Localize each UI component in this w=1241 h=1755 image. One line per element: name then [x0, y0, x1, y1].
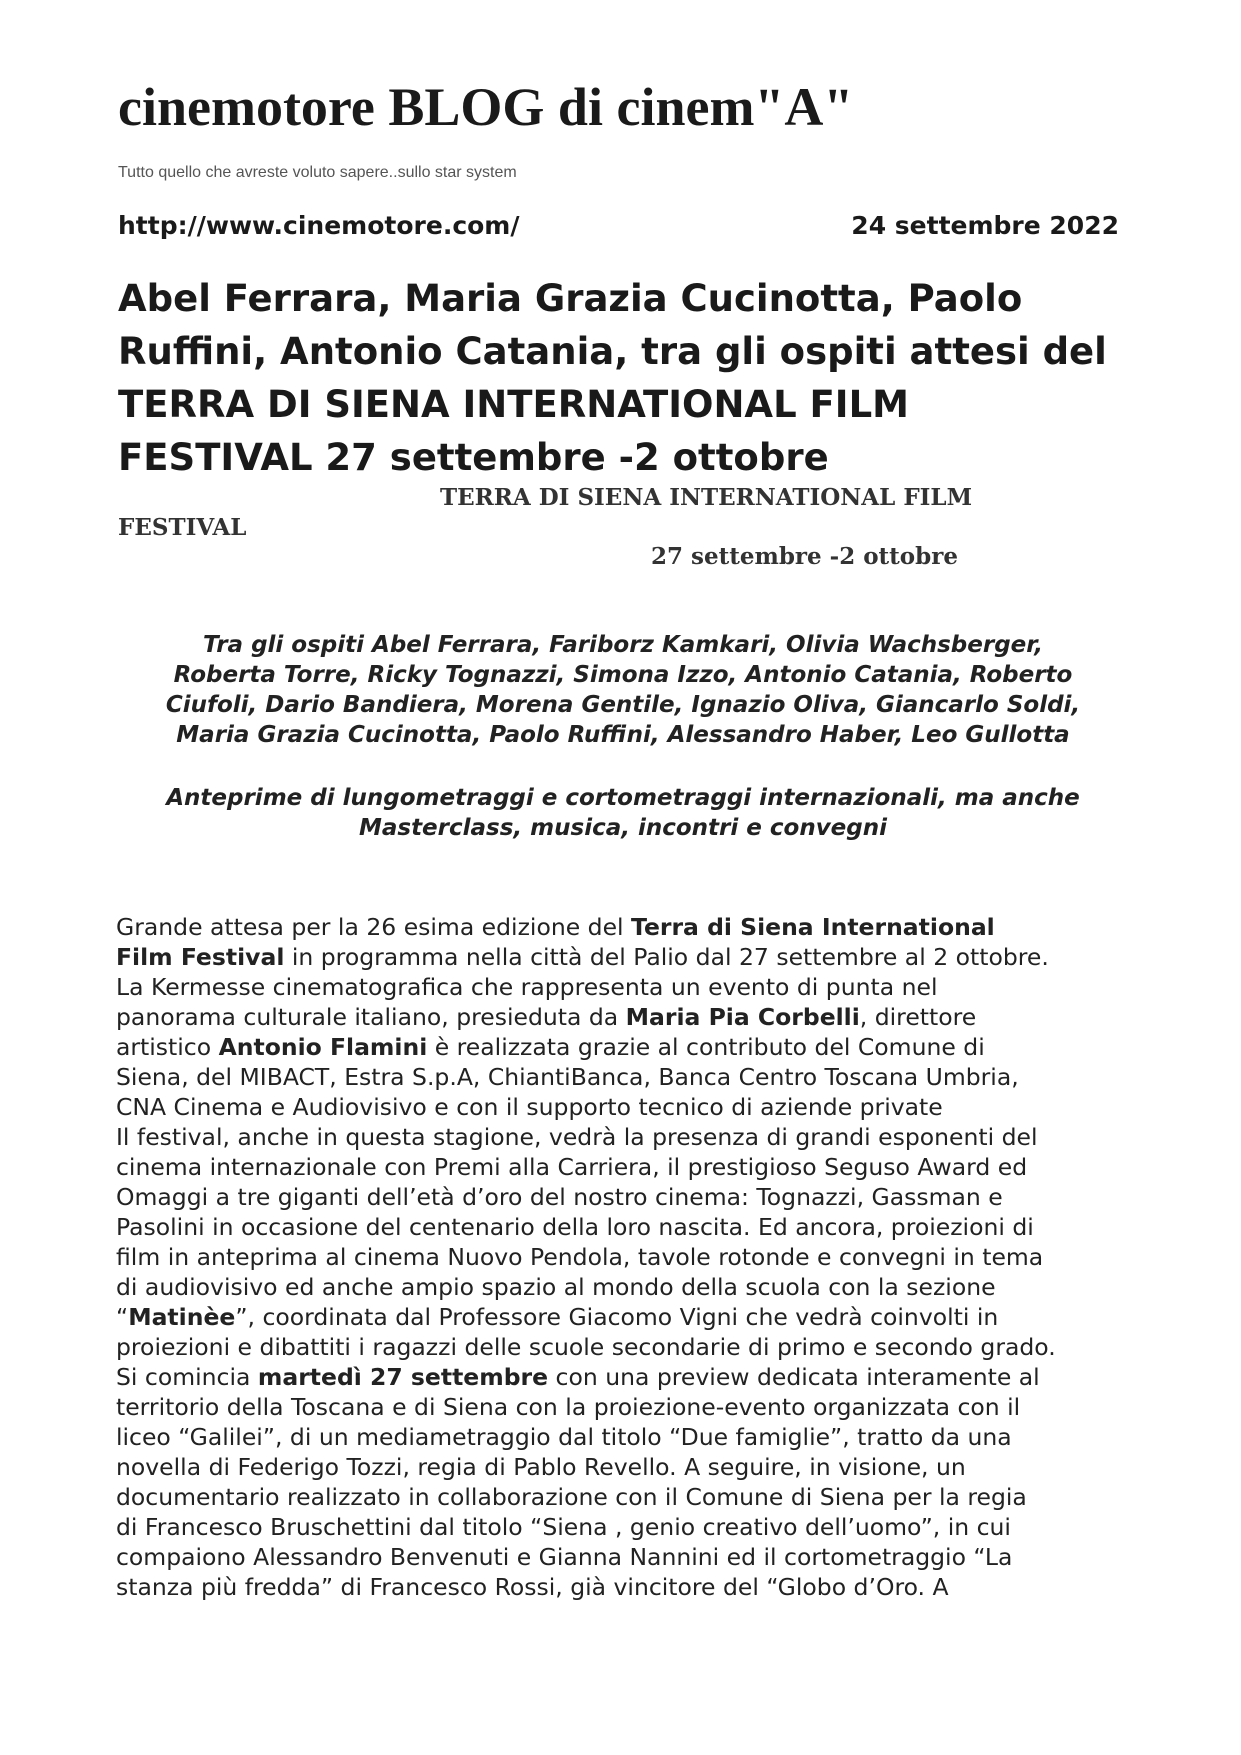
festival-subtitle-line2: FESTIVAL — [118, 514, 247, 541]
body-line: CNA Cinema e Audiovisivo e con il supporto tecnico di aziende private — [116, 1093, 943, 1121]
blog-tagline: Tutto quello che avreste voluto sapere..sullo star system — [118, 164, 517, 181]
body-line — [116, 1302, 1136, 1332]
body-line: Omaggi a tre giganti dell’età d’oro del nostro cinema: Tognazzi, Gassman e — [116, 1183, 1003, 1211]
body-line: Il festival, anche in questa stagione, vedrà la presenza di grandi esponenti del — [116, 1123, 1038, 1151]
blog-title: cinemotore BLOG di cinem"A" — [118, 77, 854, 137]
body-line — [116, 942, 1136, 972]
body-line: documentario realizzato in collaborazione con il Comune di Siena per la regia — [116, 1483, 1027, 1511]
guests-line: Ciufoli, Dario Bandiera, Morena Gentile, Ignazio Oliva, Giancarlo Soldi, — [165, 692, 1081, 718]
body-line: La Kermesse cinematografica che rappresenta un evento di punta nel — [116, 973, 938, 1001]
body-text-run: in programma nella città del Palio dal 27 settembre al 2 ottobre. — [284, 943, 1049, 971]
start-date-bold: martedì 27 settembre — [257, 1363, 549, 1391]
guests-line: Maria Grazia Cucinotta, Paolo Ruffini, Alessandro Haber, Leo Gullotta — [176, 722, 1070, 748]
body-line: liceo “Galilei”, di un mediametraggio dal titolo “Due famiglie”, tratto da una — [116, 1423, 1012, 1451]
body-line — [116, 1362, 1136, 1392]
body-text-run: Grande attesa per la 26 esima edizione del — [116, 913, 632, 941]
premieres-line: Anteprime di lungometraggi e cortometraggi internazionali, ma anche — [166, 785, 1080, 811]
premieres-paragraph — [118, 783, 1128, 843]
guests-line: Tra gli ospiti Abel Ferrara, Fariborz Kamkari, Olivia Wachsberger, — [203, 632, 1043, 658]
body-line: Siena, del MIBACT, Estra S.p.A, ChiantiBanca, Banca Centro Toscana Umbria, — [116, 1063, 1019, 1091]
festival-name-bold: Terra di Siena International — [631, 913, 995, 941]
president-name-bold: Maria Pia Corbelli — [625, 1003, 860, 1031]
body-line — [116, 1032, 1136, 1062]
blog-url: http://www.cinemotore.com/ — [118, 211, 520, 240]
festival-name-bold: Film Festival — [116, 943, 285, 971]
article-headline — [118, 272, 1128, 484]
headline-line: FESTIVAL 27 settembre -2 ottobre — [118, 436, 829, 479]
body-line — [116, 1002, 1136, 1032]
body-line: stanza più fredda” di Francesco Rossi, già vincitore del “Globo d’Oro. A — [116, 1573, 949, 1601]
headline-line: TERRA DI SIENA INTERNATIONAL FILM — [118, 383, 909, 426]
body-text-run: “ — [116, 1303, 129, 1331]
article-body — [116, 912, 1136, 1602]
body-line: Pasolini in occasione del centenario della loro nascita. Ed ancora, proiezioni di — [116, 1213, 1034, 1241]
body-text-run: panorama culturale italiano, presieduta da — [116, 1003, 626, 1031]
festival-subtitle-line1: TERRA DI SIENA INTERNATIONAL FILM — [440, 484, 973, 511]
guests-line: Roberta Torre, Ricky Tognazzi, Simona Izzo, Antonio Catania, Roberto — [173, 662, 1073, 688]
publication-date: 24 settembre 2022 — [851, 211, 1119, 240]
guests-paragraph — [118, 630, 1128, 750]
director-name-bold: Antonio Flamini — [218, 1033, 428, 1061]
body-text-run: , direttore — [859, 1003, 977, 1031]
body-line: cinema internazionale con Premi alla Carriera, il prestigioso Seguso Award ed — [116, 1153, 1028, 1181]
premieres-line: Masterclass, musica, incontri e convegni — [358, 815, 888, 841]
body-text-run: Si comincia — [116, 1363, 258, 1391]
headline-line: Ruffini, Antonio Catania, tra gli ospiti attesi del — [118, 330, 1107, 373]
body-line: film in anteprima al cinema Nuovo Pendola, tavole rotonde e convegni in tema — [116, 1243, 1044, 1271]
body-line: compaiono Alessandro Benvenuti e Gianna Nannini ed il cortometraggio “La — [116, 1543, 1013, 1571]
body-line: di Francesco Bruschettini dal titolo “Siena , genio creativo dell’uomo”, in cui — [116, 1513, 1011, 1541]
festival-dates: 27 settembre -2 ottobre — [651, 543, 958, 570]
body-line: di audiovisivo ed anche ampio spazio al mondo della scuola con la sezione — [116, 1273, 996, 1301]
body-line: territorio della Toscana e di Siena con la proiezione-evento organizzata con il — [116, 1393, 1021, 1421]
body-text-run: è realizzata grazie al contributo del Comune di — [427, 1033, 985, 1061]
body-text-run: ”, coordinata dal Professore Giacomo Vigni che vedrà coinvolti in — [235, 1303, 999, 1331]
body-line: proiezioni e dibattiti i ragazzi delle scuole secondarie di primo e secondo grado. — [116, 1333, 1056, 1361]
body-line — [116, 912, 1136, 942]
body-line: novella di Federigo Tozzi, regia di Pablo Revello. A seguire, in visione, un — [116, 1453, 966, 1481]
body-text-run: artistico — [116, 1033, 219, 1061]
section-name-bold: Matinèe — [128, 1303, 236, 1331]
body-text-run: con una preview dedicata interamente al — [548, 1363, 1040, 1391]
headline-line: Abel Ferrara, Maria Grazia Cucinotta, Paolo — [118, 277, 1023, 320]
